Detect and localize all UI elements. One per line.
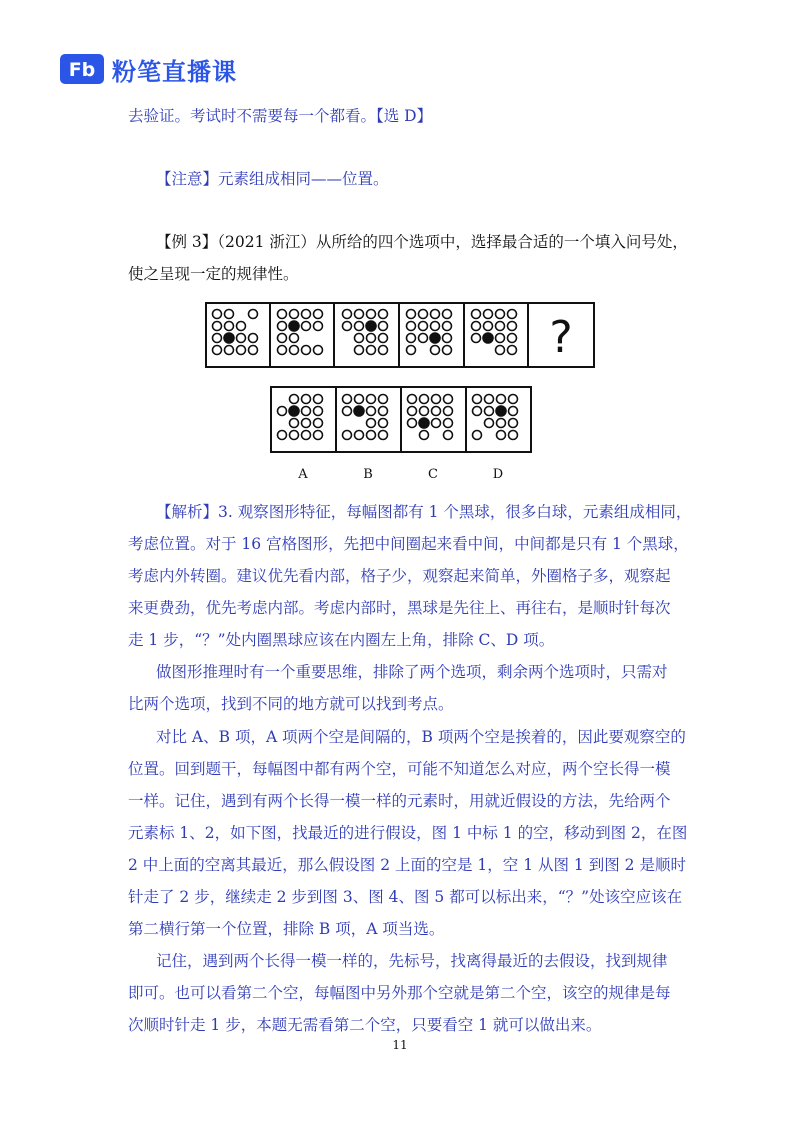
analysis-line: 走 1 步，“？”处内圈黑球应该在内圈左上角，排除 C、D 项。: [128, 631, 555, 649]
question-panel-5: [472, 310, 517, 355]
option-d-panel: [473, 395, 518, 440]
text-line: 去验证。考试时不需要每一个都看。【选 D】: [128, 107, 433, 125]
analysis-line: 做图形推理时有一个重要思维，排除了两个选项，剩余两个选项时，只需对: [156, 663, 668, 681]
analysis-line: 比两个选项，找到不同的地方就可以找到考点。: [128, 695, 454, 713]
options-figure: [270, 386, 532, 453]
analysis-line: 针走了 2 步，继续走 2 步到图 3、图 4、图 5 都可以标出来，“？”处该空应该在: [128, 888, 683, 906]
logo-text: 粉笔直播课: [112, 57, 237, 86]
question-figure: [205, 302, 595, 368]
analysis-line: 元素标 1、2，如下图，找最近的进行假设，图 1 中标 1 的空，移动到图 2，在图: [128, 824, 688, 842]
option-label-b: B: [363, 467, 373, 482]
note-line: 【注意】元素组成相同——位置。: [156, 170, 389, 188]
analysis-line: 第二横行第一个位置，排除 B 项，A 项当选。: [128, 920, 445, 938]
question-line: 【例 3】（2021 浙江）从所给的四个选项中，选择最合适的一个填入问号处，: [156, 233, 688, 251]
question-panel-4: [407, 310, 452, 355]
option-label-d: D: [492, 467, 504, 482]
option-label-a: A: [298, 467, 308, 482]
analysis-line: 考虑位置。对于 16 宫格图形，先把中间圈起来看中间，中间都是只有 1 个黑球，: [128, 535, 689, 553]
option-b-panel: [343, 395, 388, 440]
analysis-line: 一样。记住，遇到有两个长得一模一样的元素时，用就近假设的方法，先给两个: [128, 792, 671, 810]
analysis-line: 记住，遇到两个长得一模一样的，先标号，找离得最近的去假设，找到规律: [156, 952, 668, 970]
analysis-line: 来更费劲，优先考虑内部。考虑内部时，黑球是先往上、再往右，是顺时针每次: [128, 599, 671, 617]
fb-logo-icon: [60, 54, 104, 84]
option-a-panel: [278, 395, 323, 440]
option-label-c: C: [428, 467, 438, 482]
question-mark: ?: [549, 312, 573, 363]
option-c-panel: [408, 395, 453, 440]
analysis-line: 2 中上面的空离其最近，那么假设图 2 上面的空是 1，空 1 从图 1 到图 2 是顺时: [128, 856, 686, 874]
analysis-line: 对比 A、B 项，A 项两个空是间隔的，B 项两个空是挨着的，因此要观察空的: [156, 728, 686, 746]
page-number: 11: [392, 1038, 408, 1052]
analysis-line: 位置。回到题干，每幅图中都有两个空，可能不知道怎么对应，两个空长得一模: [128, 760, 671, 778]
analysis-line: 次顺时针走 1 步，本题无需看第二个空，只要看空 1 就可以做出来。: [128, 1016, 602, 1034]
brand-logo: [60, 54, 237, 84]
analysis-line: 考虑内外转圈。建议优先看内部，格子少，观察起来简单，外圈格子多，观察起: [128, 567, 671, 585]
analysis-line: 即可。也可以看第二个空，每幅图中另外那个空就是第二个空，该空的规律是每: [128, 984, 671, 1002]
svg-text:Fb: Fb: [68, 59, 96, 81]
question-line: 使之呈现一定的规律性。: [128, 265, 299, 283]
question-panel-2: [278, 310, 323, 355]
analysis-line: 【解析】3. 观察图形特征，每幅图都有 1 个黑球，很多白球，元素组成相同，: [156, 503, 692, 521]
question-panel-3: [343, 310, 388, 355]
question-panel-1: [213, 310, 258, 355]
